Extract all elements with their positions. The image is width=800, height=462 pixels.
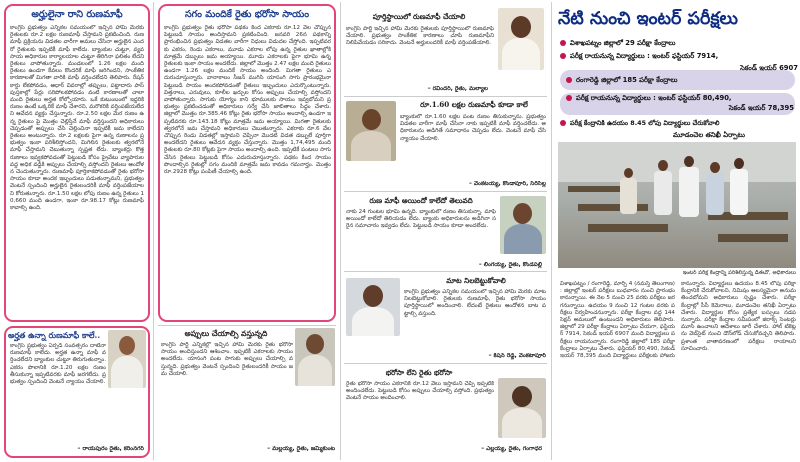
bullet-icon <box>560 120 566 126</box>
second-article-title: అర్హత ఉన్నా రుణమాఫీ కాలే.. <box>8 330 101 340</box>
exam-point-3: సెకండ్ ఇయర్ 6907 <box>740 64 798 72</box>
photo-caption: ఇంటర్ పరీక్ష కేంద్రాన్ని పరిశీలిస్తున్న డీఈవో, అధికారులు <box>682 270 796 276</box>
exam-point-5: పరీక్ష రాయనున్న విద్యార్థులు : ఇంటర్ ఫస్టియర్ 80,490, <box>566 94 796 103</box>
opinion-1-body: కాంగ్రెస్ పార్టీ ఇచ్చిన హామీ మేరకు రైతులకు పూర్తిస్థాయిలో రుణమాఫీ చేయాలి. ప్రభుత్వం సాంకేతిక కారణాలు చూపి రుణమాఫీని నిలిపివేయడం సరికాదు. వెంటనే అర్హులందరికీ మాఫీ వర్తింపజేయాలి. <box>346 26 494 47</box>
column-divider <box>153 2 154 460</box>
column-divider <box>340 2 341 460</box>
second-article-body: కాంగ్రెస్ పార్టీ ఎన్నికల్లో ఇచ్చిన హామీ మేరకు రైతు భరోసా సాయం అందిస్తుందని ఆశించాం. ఇప్పటికీ ఎకరాలకు సాయం అందలేదు. యాసంగి పంట సాగుకు అప్పులు చేయాల్సి వస్తున్నది. ప్రభుత్వం వెంటనే స్పందించి రైతులందరికీ సాయం జమ చేయాలి. <box>161 342 293 377</box>
opinion-5-photo <box>498 378 546 438</box>
second-article-caption: – మల్లయ్య, రైతు, జమ్మికుంట <box>267 446 335 452</box>
opinion-3-caption: – లింగయ్య, రైతు, కొండపల్లి <box>478 262 542 268</box>
main-article-title: అర్హులైనా రాని రుణమాఫీ <box>31 9 123 20</box>
divider <box>344 96 547 97</box>
second-article-title: అప్పులు చేయాల్సి వస్తున్నది <box>184 329 268 338</box>
exam-article-body: విశాఖపట్నం / రంగారెడ్డి, మార్చి 4 (నమస్తే తెలంగాణ) : జిల్లాల్లో ఇంటర్ పరీక్షలు బుధవారం నుంచి ప్రారంభం కానున్నాయి. ఈ నెల 5 నుంచి 25 వరకు పరీక్షలు జరగనున్నాయి. ఉదయం 9 నుంచి 12 గంటల వరకు పరీక్షలు నిర్వహించనున్నారు. పరీక్షా కేంద్రాల వద్ద 144 సెక్షన్ అమలులో ఉంటుందని అధికారులు తెలిపారు. జిల్లాలో 29 పరీక్షా కేంద్రాలు ఏర్పాటు చేయగా, ఫస్టియర్ 7914, సెకండ్ ఇయర్ 6907 మంది విద్యార్థులు పరీక్షలు రాయనున్నారు. రంగారెడ్డి జిల్లాలో 185 పరీక్షా కేంద్రాలు ఏర్పాటు చేశారు. ఫస్టియర్ 80,490, సెకండ్ ఇయర్ 78,395 మంది విద్యార్థులు పరీక్షలకు హాజరు కానున్నారు. విద్యార్థులు ఉదయం 8.45 లోపు పరీక్షా కేంద్రానికి చేరుకోవాలని, నిమిషం ఆలస్యమైనా అనుమతించబోమని అధికారులు స్పష్టం చేశారు. పరీక్షా కేంద్రాల్లో సీసీ కెమెరాలు, మూడంచెల తనిఖీ ఏర్పాటు చేశారు. విద్యార్థుల కోసం ప్రత్యేక బస్సులు నడపనున్నారు. పరీక్షా కేంద్రాల సమీపంలో జిరాక్స్ సెంటర్లు మూసి ఉంచాలని ఆదేశాలు జారీ చేశారు. హాల్ టికెట్లను వెబ్‌సైట్ నుంచి డౌన్‌లోడ్ చేసుకోవచ్చని తెలిపారు. ప్రశాంత వాతావరణంలో పరీక్షలు రాయాలని సూచించారు. <box>560 281 796 360</box>
opinion-1-photo <box>498 8 544 70</box>
bullet-icon <box>566 77 572 83</box>
second-article-body: కాంగ్రెస్ ప్రభుత్వం ఏర్పడి సంవత్సరం దాటినా రుణమాఫీ కాలేదు. అర్హత ఉన్నా మాఫీ వర్తించలేదని బ్యాంకుల చుట్టూ తిరుగుతున్నాం. ఎకరం పొలానికి రూ.1.20 లక్షల రుణం తీసుకున్నా ఇప్పటివరకు మాఫీ జరగలేదు. ప్రభుత్వం స్పందించి వెంటనే న్యాయం చేయాలి. <box>10 343 106 386</box>
main-article-title: సగం మందికే రైతు భరోసా సాయం <box>184 9 310 20</box>
exam-point-6: సెకండ్ ఇయర్ 78,395 <box>728 104 794 112</box>
divider <box>344 191 547 192</box>
opinion-2-body: బ్యాంకులో రూ.1.60 లక్షల పంట రుణం తీసుకున్నాను. ప్రభుత్వం విడతల వారీగా మాఫీ చేసినా నాకు ఇప్పటికీ మాఫీ వర్తించలేదు. అధికారులను అడిగితే సమాధానం చెప్పడం లేదు. వెంటనే మాఫీ చేసి న్యాయం చేయాలి. <box>400 114 546 142</box>
second-article-caption: – రాయపురం రైతు, కరీంనగర్ <box>77 446 144 452</box>
column-divider <box>551 2 552 460</box>
column-2 <box>155 0 338 462</box>
divider <box>158 325 336 326</box>
exam-point-7: పరీక్ష కేంద్రానికి ఉదయం 8.45 లోపు విద్యార్థులు చేరుకోవాలి <box>560 119 798 128</box>
opinion-3-photo <box>500 196 546 254</box>
bullet-icon <box>566 95 572 101</box>
opinion-1-title: పూర్తిస్థాయిలో రుణమాఫీ చేయాలి <box>372 12 466 21</box>
opinion-4-body: కాంగ్రెస్ ప్రభుత్వం ఎన్నికల సమయంలో ఇచ్చిన హామీ మేరకు మాట నిలబెట్టుకోవాలి. రైతులకు రుణమాఫీ, రైతు భరోసా సాయం పూర్తిస్థాయిలో అందించాలి. లేదంటే రైతులు ఆందోళన బాట పట్టాల్సి వస్తుంది. <box>404 289 546 317</box>
farmer-photo <box>108 330 146 388</box>
opinion-4-photo <box>346 278 400 336</box>
exam-point-8: మూడంచెల తనిఖీ ఏర్పాటు <box>673 131 745 139</box>
elder-farmer-photo <box>295 328 335 386</box>
opinion-5-caption: – ఎల్లయ్య, రైతు, గంగాధర <box>481 446 542 452</box>
opinion-5-title: భరోసా లేని రైతు భరోసా <box>385 368 453 377</box>
exam-point-1: విశాఖపట్నం జిల్లాలో 29 పరీక్షా కేంద్రాలు <box>560 39 798 48</box>
opinion-3-body: నాకు 24 గుంటల భూమి ఉన్నది. బ్యాంకులో రుణం తీసుకున్నా. మాఫీ అయిందో కాలేదో తెలియడం లేదు. బ్యాంకు అధికారులను అడిగినా సరైన సమాచారం ఇవ్వడం లేదు. పెట్టుబడి సాయం కూడా అందలేదు. <box>346 209 496 230</box>
opinion-3-title: రుణ మాఫీ అయిందో కాలేదో తెలువది <box>369 196 473 205</box>
main-article-body: కాంగ్రెస్ ప్రభుత్వం రైతు భరోసా పథకం కింద ఎకరాకు రూ.12 వేల చొప్పున పెట్టుబడి సాయం అందిస్తామని ప్రకటించింది. జనవరి 26న పథకాన్ని ప్రారంభించిన ప్రభుత్వం విడతల వారీగా నిధులు విడుదల చేస్తోంది. ఇప్పటివరకు ఎకరం, రెండు ఎకరాలు, మూడు ఎకరాల లోపు ఉన్న రైతుల ఖాతాల్లోకి మాత్రమే డబ్బులు జమ అయ్యాయి. మూడు ఎకరాలకు పైగా భూమి ఉన్న రైతులకు ఇంకా సాయం అందలేదు. జిల్లాలో మొత్తం 2.47 లక్షల మంది రైతులు ఉండగా 1.26 లక్షల మందికే సాయం అందింది. మిగతా రైతులు ఎదురుచూస్తున్నారు. వానాకాలం సీజన్ ముగిసి యాసంగి సాగు ప్రారంభమైనా పెట్టుబడి సాయం అందకపోవడంతో రైతులు ఇబ్బందులు ఎదుర్కొంటున్నారు. విత్తనాలు, ఎరువులు, కూలీల ఖర్చుల కోసం అప్పులు చేయాల్సి వస్తోందని వాపోతున్నారు. సాగుకు యోగ్యం కాని భూములకు సాయం ఇవ్వబోమని ప్రభుత్వం ప్రకటించడంతో అధికారులు సర్వే చేసి జాబితాలు సిద్ధం చేశారు. జిల్లాలో మొత్తం రూ.385.46 కోట్లు రైతు భరోసా సాయం అందాల్సి ఉండగా ఇప్పటివరకు రూ.143.18 కోట్లు మాత్రమే జమ అయ్యాయి. మిగతా రైతులకు త్వరలోనే జమ చేస్తామని అధికారులు చెబుతున్నారు. ఎకరాకు రూ.6 వేల చొప్పున రెండు విడతల్లో ఇస్తామని చెప్పినా మొదటి విడత డబ్బులే పూర్తిగా అందలేదని రైతులు ఆవేదన వ్యక్తం చేస్తున్నారు. మొత్తం 1,74,495 మంది రైతులకు రూ.80 కోట్లకు పైగా సాయం అందాల్సి ఉంది. ఇప్పటికే పంటలు సాగు చేసిన రైతులు పెట్టుబడి కోసం ఎదురుచూస్తున్నారు. పథకం కింద సాయం పొందాల్సిన రైతుల్లో సగం మందికి మాత్రమే జమ కావడం గమనార్హం. మొత్తం రూ.2928 కోట్లు పంపిణీ చేయాల్సి ఉంది. <box>164 25 331 176</box>
headline: నేటి నుంచి ఇంటర్ పరీక్షలు <box>558 9 738 29</box>
divider <box>344 363 547 364</box>
main-article-body: కాంగ్రెస్ ప్రభుత్వం ఎన్నికల సమయంలో ఇచ్చిన హామీ మేరకు రైతులకు రూ.2 లక్షల రుణమాఫీ చేస్తామని ప్రకటించింది. రుణమాఫీ ప్రక్రియను విడతల వారీగా అమలు చేసినా అర్హులైన ఎందరో రైతులకు ఇప్పటికీ మాఫీ కాలేదు. బ్యాంకుల చుట్టూ, వ్యవసాయ అధికారుల కార్యాలయాల చుట్టూ తిరిగినా ఫలితం లేదని రైతులు వాపోతున్నారు. మండలంలో 1.26 లక్షల మంది రైతులు ఉండగా కేవలం కొందరికే మాఫీ జరిగిందని, సాంకేతిక కారణాలతో మిగతా వారికి మాఫీ వర్తించలేదని తెలిపారు. రేషన్ కార్డు లేకపోవడం, ఆధార్ వివరాల్లో తప్పులు, పట్టాదారు పాస్ పుస్తకాల్లో పేర్లు సరిపోలకపోవడం వంటి కారణాలతో చాలా మంది రైతులు అర్హత కోల్పోయారు. ఒకే కుటుంబంలో ఇద్దరికి రుణం ఉంటే ఒక్కరికే మాఫీ చేశారని, మరొకరికి వర్తింపజేయలేదని ఆవేదన వ్యక్తం చేస్తున్నారు. రూ.2.50 లక్షల మేర రుణం ఉన్న రైతులు పై మొత్తం చెల్లిస్తేనే మాఫీ వర్తిస్తుందని అధికారులు చెప్పడంతో అప్పులు చేసి చెల్లించినా ఇప్పటికీ జమ కాలేదని రైతులు అంటున్నారు. రూ.2 లక్షలకు పైగా ఉన్న రుణాలను ప్రభుత్వం ఇంకా పరిశీలిస్తోందని, మిగిలిన రైతులకు త్వరలోనే మాఫీ చేస్తామని చెబుతున్నా స్పష్టత లేదు. బ్యాంకర్లు కొత్త రుణాలు ఇవ్వకపోవడంతో పెట్టుబడి కోసం ప్రైవేటు వ్యాపారుల వద్ద అధిక వడ్డీకి అప్పులు చేయాల్సి వస్తోందని రైతులు ఆందోళన చెందుతున్నారు. రుణమాఫీ పూర్తికాకపోవడంతో రైతు భరోసా సాయం కూడా అందక ఇబ్బందులు పడుతున్నామని, ప్రభుత్వం వెంటనే స్పందించి అర్హులైన రైతులందరికీ మాఫీ వర్తింపజేయాలని కోరుతున్నారు. రూ.1.50 లక్షల లోపు రుణం ఉన్న రైతులు 10,660 మంది ఉండగా, ఇంకా రూ.98.17 కోట్లు రుణమాఫీ కావాల్సి ఉంది. <box>10 25 144 212</box>
divider <box>344 271 547 272</box>
bullet-icon <box>560 40 566 46</box>
exam-point-4: రంగారెడ్డి జిల్లాలో 185 పరీక్షా కేంద్రాలు <box>566 76 796 85</box>
bullet-icon <box>560 53 566 59</box>
opinion-4-title: మాట నిలబెట్టుకోవాలి <box>446 276 506 285</box>
opinion-1-caption: – రవీందర్, రైతు, మల్యాల <box>427 86 488 92</box>
opinion-2-caption: – వెంకటయ్య, కొండాపూర్, సిరిసిల్ల <box>468 181 546 187</box>
exam-hall-photo <box>558 142 796 268</box>
column-1 <box>0 0 153 462</box>
exam-point-2: పరీక్ష రాయనున్న విద్యార్థులు : ఇంటర్ ఫస్టియర్ 7914, <box>560 52 798 61</box>
column-3 <box>344 0 549 462</box>
opinion-2-photo <box>346 101 396 161</box>
opinion-5-body: రైతు భరోసా సాయం ఎకరానికి రూ.12 వేలు ఇస్తామని చెప్పి ఇప్పటికీ అందించలేదు. పెట్టుబడి కోసం అప్పులు చేయాల్సి వస్తోంది. ప్రభుత్వం వెంటనే సాయం అందించాలి. <box>346 381 494 402</box>
opinion-4-caption: – కిషన్ రెడ్డి, వెంకటాపూర్ <box>488 353 546 359</box>
opinion-2-title: రూ.1.60 లక్షల రుణమాఫీ కూడా కాలే <box>420 100 528 109</box>
